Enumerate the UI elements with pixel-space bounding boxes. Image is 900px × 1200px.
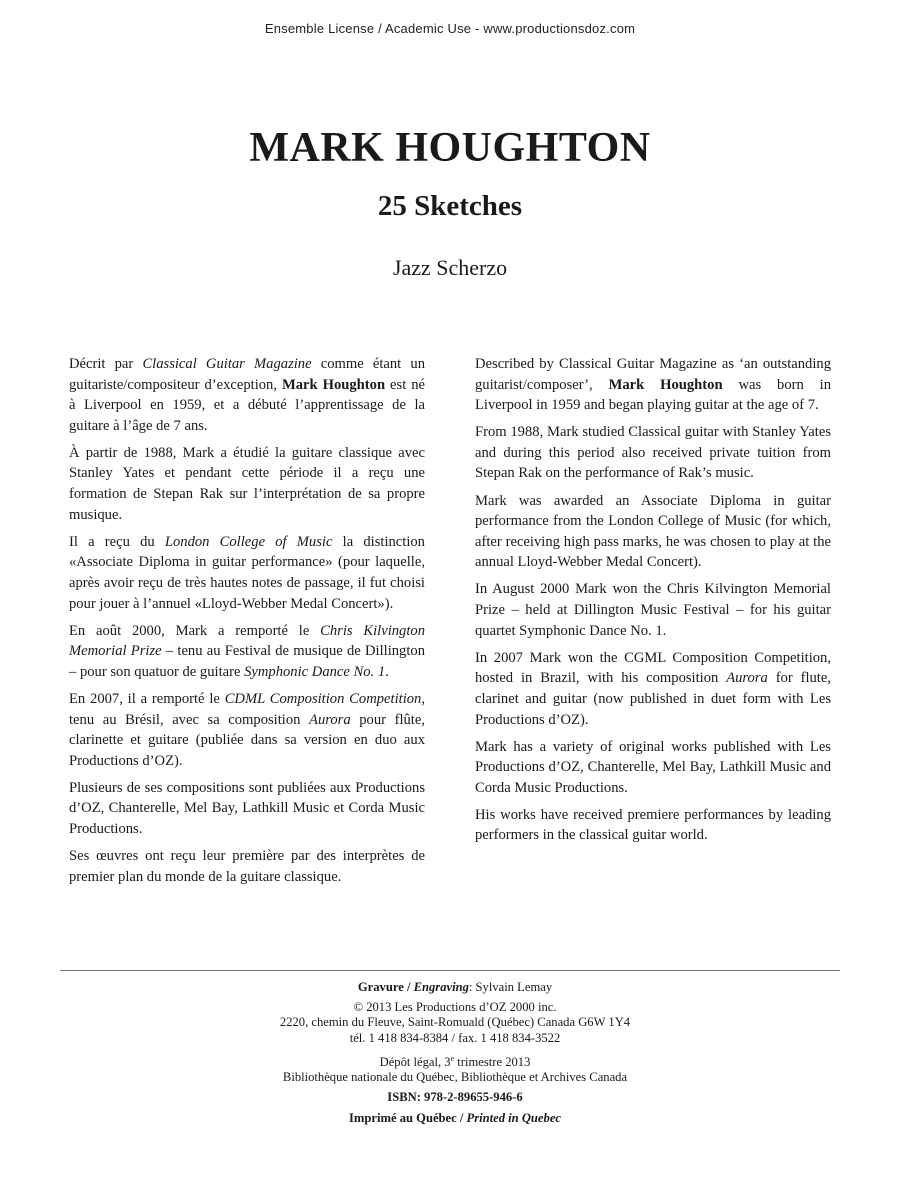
text: En août 2000, Mark a remporté le bbox=[69, 622, 321, 639]
text: . bbox=[385, 663, 389, 680]
french-paragraph-7: Ses œuvres ont reçu leur première par des interprètes de premier plan du monde de la guitare classique. bbox=[69, 848, 425, 885]
english-paragraph-2: From 1988, Mark studied Classical guitar with Stanley Yates and during this period also received private tuition from Stepan Rak on the performance of Rak’s music. bbox=[475, 424, 831, 482]
french-paragraph-3 bbox=[69, 532, 425, 614]
text: In 2007 Mark won the CGML Composition Competition, hosted in Brazil, with his composition bbox=[475, 649, 831, 687]
isbn bbox=[0, 1090, 900, 1105]
french-paragraph-5 bbox=[69, 689, 425, 771]
french-biography bbox=[69, 354, 425, 894]
text: pour flûte, clarinette et guitare (publiée dans sa version en duo aux Productions d’OZ). bbox=[69, 711, 425, 769]
competition-name: CDML Composition Competition bbox=[224, 690, 422, 707]
phone-fax: tél. 1 418 834-8384 / fax. 1 418 834-3522 bbox=[349, 1030, 561, 1045]
legal-deposit bbox=[0, 1051, 900, 1070]
english-paragraph-4: In August 2000 Mark won the Chris Kilvington Memorial Prize – held at Dillington Music Festival – for his guitar quartet Symphonic Dance No. 1. bbox=[475, 581, 831, 639]
engraver-name: : Sylvain Lemay bbox=[468, 980, 553, 994]
printed-in bbox=[0, 1111, 900, 1126]
text: Printed in Quebec bbox=[466, 1110, 561, 1125]
text: la distinction «Associate Diploma in guitar performance» (pour laquelle, après avoir reçu de très hautes notes de passage, il fut choisi pour jouer à l’annuel «Lloyd-Webber Medal Concert»). bbox=[69, 533, 425, 612]
magazine-name: Classical Guitar Magazine bbox=[142, 356, 312, 372]
english-paragraph-3: Mark was awarded an Associate Diploma in guitar performance from the London College of Music (for which, after receiving high pass marks, he was chosen to play at the annual Lloyd-Webber Medal Concert). bbox=[475, 492, 831, 571]
composer-name: MARK HOUGHTON bbox=[249, 125, 651, 171]
english-paragraph-5 bbox=[475, 648, 831, 730]
composer-name-bold: Mark Houghton bbox=[281, 376, 386, 393]
text: Gravure / bbox=[357, 980, 414, 994]
text: est né à Liverpool en 1959, et a débuté l’apprentissage de la guitare à l’âge de 7 ans. bbox=[69, 376, 425, 434]
license-header: Ensemble License / Academic Use - www.productionsdoz.com bbox=[264, 21, 636, 36]
ordinal-suffix: e bbox=[450, 1053, 455, 1063]
work-title: 25 Sketches bbox=[377, 190, 523, 222]
text: , tenu au Brésil, avec sa composition bbox=[69, 690, 425, 728]
text: Described by Classical Guitar Magazine as ‘an outstanding guitarist/composer’, bbox=[475, 356, 831, 393]
french-paragraph-4 bbox=[69, 621, 425, 683]
piece-title: Jazz Scherzo bbox=[392, 255, 508, 280]
work-name: Aurora bbox=[726, 670, 768, 687]
legal-deposit-block bbox=[0, 1051, 900, 1086]
work-name: Symphonic Dance No. 1 bbox=[244, 663, 386, 680]
english-paragraph-6: Mark has a variety of original works published with Les Productions d’OZ, Chanterelle, Mel Bay, Lathkill Music and Corda Music Productions. bbox=[475, 738, 831, 796]
engraving-credit bbox=[0, 980, 900, 995]
text: Engraving bbox=[413, 980, 469, 994]
composer-name-bold: Mark Houghton bbox=[608, 376, 723, 393]
text: for flute, clarinet and guitar (now published in duet form with Les Productions d’OZ). bbox=[475, 670, 831, 728]
text: Imprimé au Québec / bbox=[349, 1110, 467, 1125]
text: trimestre 2013 bbox=[454, 1055, 531, 1069]
prize-name: Chris Kilvington Memorial Prize bbox=[69, 622, 425, 660]
isbn-text: ISBN: 978-2-89655-946-6 bbox=[387, 1090, 523, 1105]
colophon bbox=[0, 980, 900, 1131]
publisher-block bbox=[0, 1000, 900, 1046]
english-paragraph-7: His works have received premiere performances by leading performers in the classical guitar world. bbox=[475, 806, 831, 844]
text: comme étant un guitariste/compositeur d’exception, bbox=[69, 356, 425, 393]
text: was born in Liverpool in 1959 and began playing guitar at the age of 7. bbox=[475, 376, 831, 414]
french-paragraph-1 bbox=[69, 354, 425, 436]
copyright: © 2013 Les Productions d’OZ 2000 inc. bbox=[353, 1000, 557, 1015]
text: Décrit par bbox=[69, 356, 143, 372]
english-biography bbox=[475, 354, 831, 853]
text: Dépôt légal, 3 bbox=[379, 1055, 451, 1069]
text: – tenu au Festival de musique de Dillington – pour son quatuor de guitare bbox=[69, 643, 425, 680]
college-name: London College of Music bbox=[164, 533, 333, 550]
french-paragraph-6: Plusieurs de ses compositions sont publiées aux Productions d’OZ, Chanterelle, Mel Bay, Lathkill Music et Corda Music Productions. bbox=[69, 779, 425, 837]
address: 2220, chemin du Fleuve, Saint-Romuald (Québec) Canada G6W 1Y4 bbox=[279, 1015, 631, 1030]
french-paragraph-2: À partir de 1988, Mark a étudié la guitare classique avec Stanley Yates et pendant cette période il a reçu une formation de Stepan Rak sur l’interprétation de sa propre musique. bbox=[69, 444, 425, 523]
footer-divider bbox=[60, 970, 840, 971]
library: Bibliothèque nationale du Québec, Bibliothèque et Archives Canada bbox=[282, 1070, 628, 1085]
work-name: Aurora bbox=[309, 711, 351, 728]
text: Il a reçu du bbox=[69, 533, 165, 550]
text: En 2007, il a remporté le bbox=[69, 690, 225, 707]
english-paragraph-1 bbox=[475, 354, 831, 416]
